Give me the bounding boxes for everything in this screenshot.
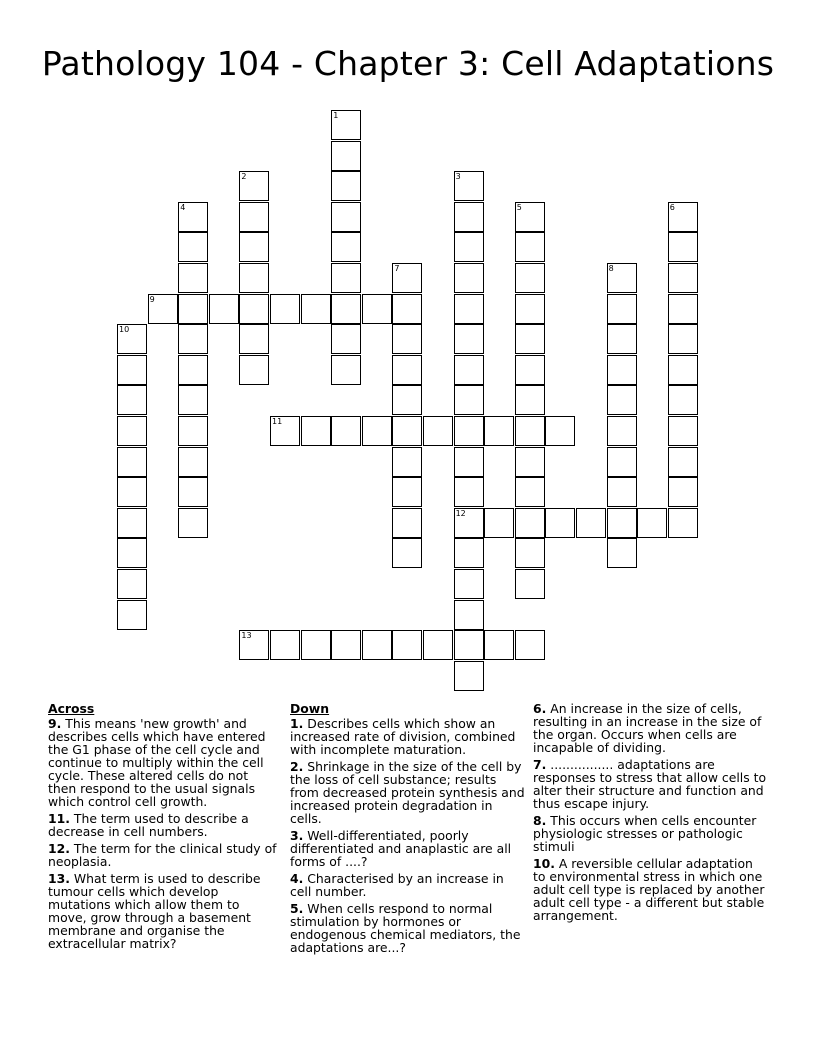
- grid-cell[interactable]: [301, 416, 331, 446]
- clue-item: [48, 872, 280, 950]
- grid-cell[interactable]: [178, 447, 208, 477]
- grid-cell[interactable]: [117, 569, 147, 599]
- down-clues-continued: [533, 702, 769, 926]
- clue-number: 13.: [48, 871, 70, 886]
- grid-cell[interactable]: [454, 171, 484, 201]
- grid-cell[interactable]: [331, 630, 361, 660]
- clue-number: 12.: [48, 841, 70, 856]
- clue-text: A reversible cellular adaptation to environmental stress in which one adult cell type is replaced by another adult cell type - a different but stable arrangement.: [533, 856, 765, 923]
- grid-cell[interactable]: [484, 416, 514, 446]
- grid-cell[interactable]: [515, 477, 545, 507]
- clue-text: The term used to describe a decrease in cell numbers.: [48, 811, 249, 839]
- grid-cell[interactable]: [362, 416, 392, 446]
- clue-item: [533, 814, 769, 853]
- grid-cell[interactable]: [117, 508, 147, 538]
- clue-text: The term for the clinical study of neoplasia.: [48, 841, 277, 869]
- grid-cell[interactable]: [331, 110, 361, 140]
- clue-text: This occurs when cells encounter physiologic stresses or pathologic stimuli: [533, 813, 757, 854]
- grid-cell[interactable]: [148, 294, 178, 324]
- grid-cell[interactable]: [117, 538, 147, 568]
- clue-number: 8.: [533, 813, 547, 828]
- down-clues: [290, 702, 526, 958]
- cell-number: 10: [119, 325, 130, 335]
- grid-cell[interactable]: [270, 294, 300, 324]
- grid-cell[interactable]: [117, 477, 147, 507]
- grid-cell[interactable]: [607, 477, 637, 507]
- grid-cell[interactable]: [607, 385, 637, 415]
- grid-cell[interactable]: [392, 477, 422, 507]
- grid-cell[interactable]: [668, 355, 698, 385]
- clue-item: [290, 717, 526, 756]
- clue-item: [48, 812, 280, 838]
- grid-cell[interactable]: [178, 232, 208, 262]
- grid-cell[interactable]: [454, 661, 484, 691]
- grid-cell[interactable]: [392, 294, 422, 324]
- grid-cell[interactable]: [117, 355, 147, 385]
- grid-cell[interactable]: [178, 355, 208, 385]
- clue-text: An increase in the size of cells, resulting in an increase in the size of the organ. Occurs when cells are incapable of dividing.: [533, 701, 762, 755]
- grid-cell[interactable]: [331, 294, 361, 324]
- clue-item: [48, 717, 280, 808]
- grid-cell[interactable]: [454, 477, 484, 507]
- grid-cell[interactable]: [423, 630, 453, 660]
- grid-cell[interactable]: [668, 508, 698, 538]
- grid-cell[interactable]: [454, 508, 484, 538]
- clue-text: Well-differentiated, poorly differentiated and anaplastic are all forms of ....?: [290, 828, 512, 869]
- page-title: Pathology 104 - Chapter 3: Cell Adaptations: [41, 44, 775, 83]
- grid-cell[interactable]: [178, 263, 208, 293]
- grid-cell[interactable]: [239, 294, 269, 324]
- clue-number: 4.: [290, 871, 304, 886]
- grid-cell[interactable]: [392, 324, 422, 354]
- clue-number: 5.: [290, 901, 304, 916]
- cell-number: 13: [241, 631, 252, 641]
- grid-cell[interactable]: [239, 324, 269, 354]
- grid-cell[interactable]: [239, 202, 269, 232]
- grid-cell[interactable]: [331, 141, 361, 171]
- grid-cell[interactable]: [607, 263, 637, 293]
- grid-cell[interactable]: [331, 232, 361, 262]
- grid-cell[interactable]: [178, 294, 208, 324]
- grid-cell[interactable]: [515, 263, 545, 293]
- grid-cell[interactable]: [454, 630, 484, 660]
- grid-cell[interactable]: [117, 600, 147, 630]
- grid-cell[interactable]: [668, 202, 698, 232]
- grid-cell[interactable]: [117, 385, 147, 415]
- grid-cell[interactable]: [454, 355, 484, 385]
- cell-number: 9: [149, 294, 155, 304]
- clue-item: [290, 760, 526, 825]
- grid-cell[interactable]: [668, 294, 698, 324]
- grid-cell[interactable]: [178, 508, 208, 538]
- clue-item: [533, 702, 769, 754]
- clue-text: ................ adaptations are responses to stress that allow cells to alter their structure and function and thus escape injury.: [533, 757, 767, 811]
- across-heading: Across: [48, 701, 95, 716]
- grid-cell[interactable]: [454, 569, 484, 599]
- clue-number: 1.: [290, 716, 304, 731]
- grid-cell[interactable]: [515, 355, 545, 385]
- grid-cell[interactable]: [209, 294, 239, 324]
- cell-number: 7: [394, 264, 400, 273]
- clue-number: 10.: [533, 856, 555, 871]
- grid-cell[interactable]: [576, 508, 606, 538]
- grid-cell[interactable]: [239, 355, 269, 385]
- grid-cell[interactable]: [668, 385, 698, 415]
- grid-cell[interactable]: [515, 447, 545, 477]
- cell-number: 1: [333, 111, 339, 120]
- clue-number: 2.: [290, 759, 304, 774]
- grid-cell[interactable]: [607, 294, 637, 324]
- grid-cell[interactable]: [607, 508, 637, 538]
- grid-cell[interactable]: [484, 630, 514, 660]
- grid-cell[interactable]: [607, 355, 637, 385]
- grid-cell[interactable]: [331, 324, 361, 354]
- clue-text: Shrinkage in the size of the cell by the loss of cell substance; results from decreased protein synthesis and increased protein degradation in cells.: [290, 759, 525, 826]
- grid-cell[interactable]: [239, 171, 269, 201]
- clue-text: Characterised by an increase in cell number.: [290, 871, 504, 899]
- cell-number: 2: [241, 172, 247, 182]
- grid-cell[interactable]: [454, 202, 484, 232]
- grid-cell[interactable]: [668, 447, 698, 477]
- grid-cell[interactable]: [301, 630, 331, 660]
- down-heading: Down: [290, 701, 330, 716]
- clue-text: This means 'new growth' and describes cells which have entered the G1 phase of the cell cycle and continue to multiply within the cell cycle. These altered cells do not then respond to the usual signals which control cell growth.: [48, 716, 266, 809]
- grid-cell[interactable]: [178, 324, 208, 354]
- grid-cell[interactable]: [331, 202, 361, 232]
- clue-number: 3.: [290, 828, 304, 843]
- grid-cell[interactable]: [668, 477, 698, 507]
- grid-cell[interactable]: [454, 600, 484, 630]
- grid-cell[interactable]: [668, 263, 698, 293]
- grid-cell[interactable]: [270, 630, 300, 660]
- grid-cell[interactable]: [454, 538, 484, 568]
- grid-cell[interactable]: [637, 508, 667, 538]
- grid-cell[interactable]: [454, 447, 484, 477]
- grid-cell[interactable]: [178, 477, 208, 507]
- grid-cell[interactable]: [178, 202, 208, 232]
- grid-cell[interactable]: [117, 324, 147, 354]
- grid-cell[interactable]: [515, 569, 545, 599]
- grid-cell[interactable]: [545, 508, 575, 538]
- grid-cell[interactable]: [362, 294, 392, 324]
- grid-cell[interactable]: [392, 447, 422, 477]
- grid-cell[interactable]: [607, 324, 637, 354]
- grid-cell[interactable]: [454, 294, 484, 324]
- grid-cell[interactable]: [178, 416, 208, 446]
- grid-cell[interactable]: [331, 171, 361, 201]
- grid-cell[interactable]: [515, 294, 545, 324]
- grid-cell[interactable]: [331, 263, 361, 293]
- grid-cell[interactable]: [392, 416, 422, 446]
- grid-cell[interactable]: [515, 508, 545, 538]
- grid-cell[interactable]: [607, 416, 637, 446]
- grid-cell[interactable]: [270, 416, 300, 446]
- grid-cell[interactable]: [117, 416, 147, 446]
- grid-cell[interactable]: [392, 630, 422, 660]
- clue-item: [290, 902, 526, 954]
- clue-item: [533, 758, 769, 810]
- grid-cell[interactable]: [607, 538, 637, 568]
- grid-cell[interactable]: [117, 447, 147, 477]
- grid-cell[interactable]: [331, 416, 361, 446]
- grid-cell[interactable]: [484, 508, 514, 538]
- grid-cell[interactable]: [392, 538, 422, 568]
- clue-item: [533, 857, 769, 922]
- grid-cell[interactable]: [545, 416, 575, 446]
- grid-cell[interactable]: [454, 385, 484, 415]
- grid-cell[interactable]: [392, 355, 422, 385]
- clue-number: 11.: [48, 811, 70, 826]
- clue-item: [290, 829, 526, 868]
- grid-cell[interactable]: [454, 416, 484, 446]
- grid-cell[interactable]: [239, 263, 269, 293]
- clue-number: 9.: [48, 716, 62, 731]
- grid-cell[interactable]: [331, 355, 361, 385]
- grid-cell[interactable]: [392, 385, 422, 415]
- grid-cell[interactable]: [362, 630, 392, 660]
- grid-cell[interactable]: [515, 385, 545, 415]
- grid-cell[interactable]: [515, 324, 545, 354]
- cell-number: 6: [669, 202, 675, 212]
- grid-cell[interactable]: [454, 232, 484, 262]
- cell-number: 12: [455, 508, 466, 518]
- clue-text: When cells respond to normal stimulation by hormones or endogenous chemical mediators, the adaptations are...?: [290, 901, 521, 955]
- grid-cell[interactable]: [454, 263, 484, 293]
- grid-cell[interactable]: [668, 324, 698, 354]
- cell-number: 3: [455, 172, 461, 182]
- clue-text: Describes cells which show an increased rate of division, combined with incomplete maturation.: [290, 716, 516, 757]
- grid-cell[interactable]: [668, 232, 698, 262]
- clue-item: [290, 872, 526, 898]
- cell-number: 11: [272, 417, 283, 426]
- cell-number: 5: [516, 202, 522, 212]
- clue-text: What term is used to describe tumour cells which develop mutations which allow them to move, grow through a basement membrane and organise the extracellular matrix?: [48, 871, 261, 951]
- grid-cell[interactable]: [668, 416, 698, 446]
- grid-cell[interactable]: [515, 416, 545, 446]
- grid-cell[interactable]: [515, 202, 545, 232]
- grid-cell[interactable]: [423, 416, 453, 446]
- grid-cell[interactable]: [178, 385, 208, 415]
- grid-cell[interactable]: [392, 508, 422, 538]
- grid-cell[interactable]: [239, 630, 269, 660]
- clue-number: 7.: [533, 757, 547, 772]
- grid-cell[interactable]: [515, 232, 545, 262]
- clue-number: 6.: [533, 701, 547, 716]
- grid-cell[interactable]: [607, 447, 637, 477]
- grid-cell[interactable]: [515, 630, 545, 660]
- grid-cell[interactable]: [301, 294, 331, 324]
- grid-cell[interactable]: [392, 263, 422, 293]
- cell-number: 8: [608, 264, 614, 273]
- clue-item: [48, 842, 280, 868]
- across-clues: [48, 702, 280, 954]
- grid-cell[interactable]: [515, 538, 545, 568]
- grid-cell[interactable]: [454, 324, 484, 354]
- grid-cell[interactable]: [239, 232, 269, 262]
- cell-number: 4: [180, 202, 186, 212]
